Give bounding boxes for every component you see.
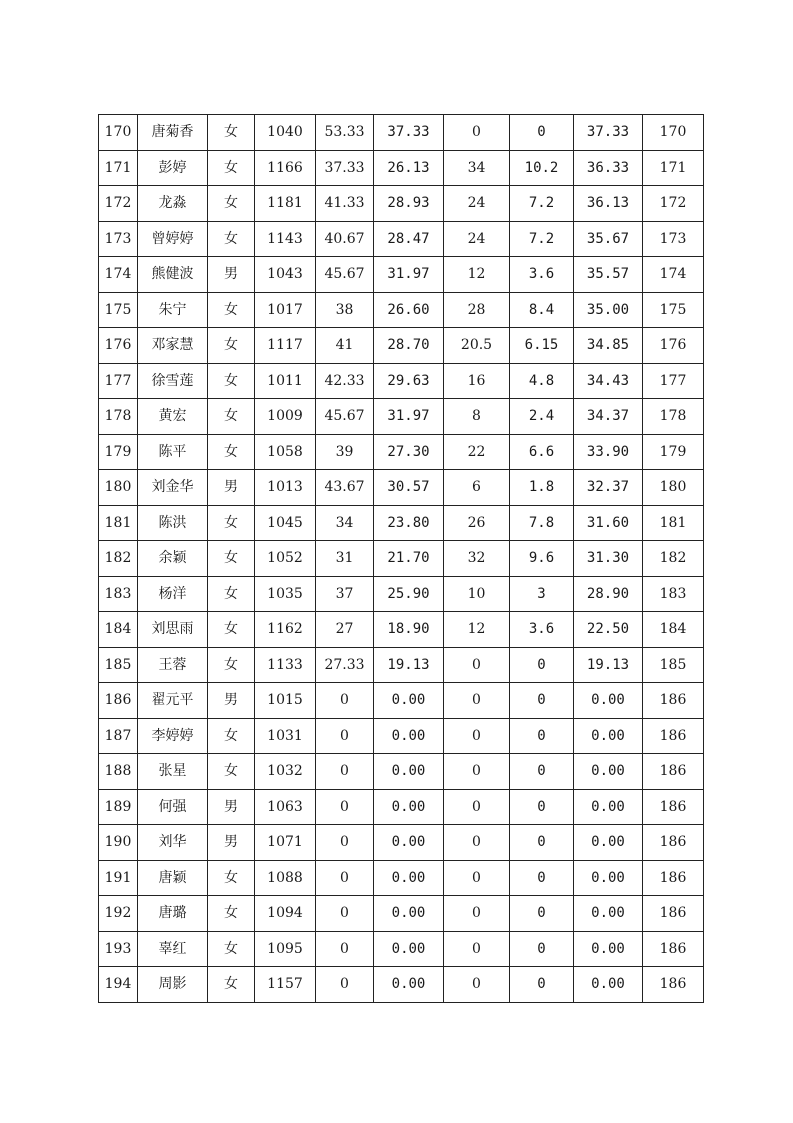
cell-total: 32.37	[574, 470, 643, 506]
cell-rank: 171	[643, 150, 704, 186]
cell-name: 翟元平	[138, 683, 208, 719]
cell-seq-no: 181	[99, 505, 138, 541]
table-row	[99, 825, 704, 861]
cell-weighted-2: 3	[510, 576, 574, 612]
cell-score-2: 10	[444, 576, 510, 612]
table-row	[99, 186, 704, 222]
cell-score-1: 0	[316, 718, 374, 754]
cell-total: 19.13	[574, 647, 643, 683]
cell-weighted-1: 28.70	[374, 328, 444, 364]
cell-weighted-1: 0.00	[374, 896, 444, 932]
table-row	[99, 328, 704, 364]
cell-score-1: 34	[316, 505, 374, 541]
cell-score-2: 0	[444, 789, 510, 825]
cell-seq-no: 179	[99, 434, 138, 470]
table-row	[99, 541, 704, 577]
cell-weighted-1: 0.00	[374, 931, 444, 967]
cell-rank: 186	[643, 789, 704, 825]
cell-weighted-1: 21.70	[374, 541, 444, 577]
cell-rank: 186	[643, 754, 704, 790]
cell-score-2: 0	[444, 860, 510, 896]
cell-name: 周影	[138, 967, 208, 1003]
cell-score-2: 6	[444, 470, 510, 506]
cell-weighted-1: 0.00	[374, 754, 444, 790]
cell-name: 邓家慧	[138, 328, 208, 364]
cell-score-1: 37.33	[316, 150, 374, 186]
cell-total: 28.90	[574, 576, 643, 612]
cell-exam-id: 1094	[255, 896, 316, 932]
cell-score-2: 24	[444, 221, 510, 257]
table-row	[99, 789, 704, 825]
table-row	[99, 967, 704, 1003]
cell-score-2: 0	[444, 931, 510, 967]
cell-seq-no: 178	[99, 399, 138, 435]
cell-name: 何强	[138, 789, 208, 825]
cell-score-1: 0	[316, 789, 374, 825]
cell-score-2: 26	[444, 505, 510, 541]
cell-exam-id: 1058	[255, 434, 316, 470]
cell-seq-no: 182	[99, 541, 138, 577]
cell-exam-id: 1088	[255, 860, 316, 896]
cell-name: 刘思雨	[138, 612, 208, 648]
cell-name: 朱宁	[138, 292, 208, 328]
cell-exam-id: 1013	[255, 470, 316, 506]
table-row	[99, 683, 704, 719]
cell-exam-id: 1015	[255, 683, 316, 719]
cell-exam-id: 1166	[255, 150, 316, 186]
cell-exam-id: 1143	[255, 221, 316, 257]
cell-gender: 女	[208, 931, 255, 967]
cell-name: 唐颖	[138, 860, 208, 896]
cell-gender: 男	[208, 825, 255, 861]
cell-weighted-1: 27.30	[374, 434, 444, 470]
cell-total: 34.37	[574, 399, 643, 435]
cell-weighted-1: 0.00	[374, 789, 444, 825]
cell-gender: 女	[208, 612, 255, 648]
cell-rank: 179	[643, 434, 704, 470]
cell-gender: 男	[208, 789, 255, 825]
cell-weighted-1: 26.60	[374, 292, 444, 328]
cell-name: 熊健波	[138, 257, 208, 293]
cell-weighted-2: 0	[510, 789, 574, 825]
cell-rank: 174	[643, 257, 704, 293]
cell-exam-id: 1017	[255, 292, 316, 328]
cell-total: 0.00	[574, 754, 643, 790]
cell-weighted-2: 7.2	[510, 186, 574, 222]
cell-name: 张星	[138, 754, 208, 790]
cell-gender: 女	[208, 363, 255, 399]
cell-weighted-2: 7.2	[510, 221, 574, 257]
cell-seq-no: 180	[99, 470, 138, 506]
cell-name: 唐菊香	[138, 115, 208, 151]
cell-weighted-1: 29.63	[374, 363, 444, 399]
cell-score-1: 0	[316, 896, 374, 932]
cell-name: 刘华	[138, 825, 208, 861]
cell-weighted-1: 23.80	[374, 505, 444, 541]
cell-exam-id: 1133	[255, 647, 316, 683]
cell-score-1: 0	[316, 967, 374, 1003]
cell-name: 余颖	[138, 541, 208, 577]
cell-gender: 女	[208, 150, 255, 186]
cell-gender: 女	[208, 647, 255, 683]
table-body	[99, 115, 704, 1003]
cell-exam-id: 1052	[255, 541, 316, 577]
cell-gender: 男	[208, 257, 255, 293]
cell-exam-id: 1071	[255, 825, 316, 861]
cell-total: 35.57	[574, 257, 643, 293]
cell-score-1: 39	[316, 434, 374, 470]
cell-score-1: 37	[316, 576, 374, 612]
cell-gender: 女	[208, 967, 255, 1003]
table-row	[99, 754, 704, 790]
cell-weighted-1: 37.33	[374, 115, 444, 151]
cell-name: 辜红	[138, 931, 208, 967]
cell-weighted-1: 31.97	[374, 257, 444, 293]
cell-score-1: 31	[316, 541, 374, 577]
cell-weighted-2: 6.15	[510, 328, 574, 364]
cell-score-1: 38	[316, 292, 374, 328]
cell-total: 0.00	[574, 718, 643, 754]
cell-total: 36.13	[574, 186, 643, 222]
cell-total: 35.00	[574, 292, 643, 328]
cell-seq-no: 170	[99, 115, 138, 151]
cell-weighted-2: 0	[510, 896, 574, 932]
cell-score-2: 22	[444, 434, 510, 470]
cell-rank: 182	[643, 541, 704, 577]
cell-weighted-1: 25.90	[374, 576, 444, 612]
cell-rank: 186	[643, 718, 704, 754]
cell-weighted-1: 28.47	[374, 221, 444, 257]
cell-rank: 181	[643, 505, 704, 541]
cell-seq-no: 193	[99, 931, 138, 967]
cell-score-2: 0	[444, 647, 510, 683]
cell-name: 唐璐	[138, 896, 208, 932]
cell-seq-no: 189	[99, 789, 138, 825]
cell-score-2: 16	[444, 363, 510, 399]
cell-gender: 女	[208, 505, 255, 541]
cell-gender: 女	[208, 434, 255, 470]
cell-exam-id: 1040	[255, 115, 316, 151]
table-row	[99, 576, 704, 612]
cell-weighted-2: 2.4	[510, 399, 574, 435]
cell-total: 0.00	[574, 896, 643, 932]
table-row	[99, 896, 704, 932]
cell-total: 33.90	[574, 434, 643, 470]
cell-score-1: 40.67	[316, 221, 374, 257]
cell-score-2: 0	[444, 115, 510, 151]
cell-score-1: 0	[316, 754, 374, 790]
cell-score-1: 42.33	[316, 363, 374, 399]
cell-score-1: 0	[316, 860, 374, 896]
cell-rank: 186	[643, 860, 704, 896]
cell-score-1: 0	[316, 683, 374, 719]
cell-total: 0.00	[574, 967, 643, 1003]
cell-name: 曾婷婷	[138, 221, 208, 257]
cell-total: 36.33	[574, 150, 643, 186]
cell-exam-id: 1032	[255, 754, 316, 790]
cell-score-1: 53.33	[316, 115, 374, 151]
cell-score-2: 12	[444, 612, 510, 648]
cell-exam-id: 1009	[255, 399, 316, 435]
cell-gender: 女	[208, 754, 255, 790]
table-row	[99, 399, 704, 435]
cell-weighted-1: 31.97	[374, 399, 444, 435]
cell-seq-no: 192	[99, 896, 138, 932]
cell-rank: 177	[643, 363, 704, 399]
table-row	[99, 718, 704, 754]
cell-rank: 185	[643, 647, 704, 683]
cell-weighted-1: 0.00	[374, 967, 444, 1003]
cell-seq-no: 190	[99, 825, 138, 861]
cell-seq-no: 172	[99, 186, 138, 222]
cell-seq-no: 187	[99, 718, 138, 754]
cell-weighted-1: 0.00	[374, 718, 444, 754]
cell-exam-id: 1045	[255, 505, 316, 541]
cell-score-2: 32	[444, 541, 510, 577]
cell-weighted-1: 26.13	[374, 150, 444, 186]
cell-gender: 女	[208, 292, 255, 328]
cell-score-2: 0	[444, 967, 510, 1003]
cell-total: 0.00	[574, 931, 643, 967]
cell-total: 0.00	[574, 789, 643, 825]
cell-gender: 女	[208, 399, 255, 435]
cell-rank: 173	[643, 221, 704, 257]
cell-weighted-2: 4.8	[510, 363, 574, 399]
cell-total: 34.43	[574, 363, 643, 399]
cell-seq-no: 186	[99, 683, 138, 719]
cell-rank: 178	[643, 399, 704, 435]
cell-rank: 184	[643, 612, 704, 648]
cell-exam-id: 1063	[255, 789, 316, 825]
table-row	[99, 470, 704, 506]
cell-score-1: 0	[316, 931, 374, 967]
cell-total: 31.60	[574, 505, 643, 541]
cell-seq-no: 184	[99, 612, 138, 648]
table-row	[99, 647, 704, 683]
cell-score-1: 27	[316, 612, 374, 648]
cell-score-1: 45.67	[316, 399, 374, 435]
cell-weighted-1: 28.93	[374, 186, 444, 222]
cell-score-1: 41	[316, 328, 374, 364]
cell-seq-no: 176	[99, 328, 138, 364]
cell-seq-no: 175	[99, 292, 138, 328]
cell-weighted-2: 6.6	[510, 434, 574, 470]
table-row	[99, 434, 704, 470]
cell-weighted-2: 10.2	[510, 150, 574, 186]
table-row	[99, 292, 704, 328]
cell-exam-id: 1162	[255, 612, 316, 648]
cell-gender: 女	[208, 221, 255, 257]
cell-name: 黄宏	[138, 399, 208, 435]
cell-exam-id: 1181	[255, 186, 316, 222]
cell-weighted-2: 0	[510, 647, 574, 683]
cell-total: 0.00	[574, 825, 643, 861]
table-row	[99, 150, 704, 186]
cell-exam-id: 1117	[255, 328, 316, 364]
cell-weighted-2: 7.8	[510, 505, 574, 541]
cell-name: 陈洪	[138, 505, 208, 541]
cell-gender: 女	[208, 328, 255, 364]
cell-name: 徐雪莲	[138, 363, 208, 399]
cell-rank: 183	[643, 576, 704, 612]
cell-weighted-2: 0	[510, 860, 574, 896]
table-row	[99, 860, 704, 896]
cell-rank: 186	[643, 896, 704, 932]
cell-weighted-2: 1.8	[510, 470, 574, 506]
cell-score-2: 0	[444, 754, 510, 790]
cell-gender: 女	[208, 186, 255, 222]
cell-exam-id: 1157	[255, 967, 316, 1003]
cell-gender: 女	[208, 541, 255, 577]
cell-score-2: 12	[444, 257, 510, 293]
table-row	[99, 612, 704, 648]
table-row	[99, 257, 704, 293]
cell-total: 34.85	[574, 328, 643, 364]
score-table	[98, 114, 704, 1003]
cell-seq-no: 171	[99, 150, 138, 186]
cell-score-2: 34	[444, 150, 510, 186]
cell-weighted-2: 0	[510, 683, 574, 719]
cell-rank: 186	[643, 931, 704, 967]
cell-score-2: 20.5	[444, 328, 510, 364]
cell-total: 22.50	[574, 612, 643, 648]
cell-total: 0.00	[574, 683, 643, 719]
cell-gender: 女	[208, 896, 255, 932]
cell-gender: 女	[208, 860, 255, 896]
cell-weighted-2: 3.6	[510, 612, 574, 648]
cell-seq-no: 185	[99, 647, 138, 683]
cell-weighted-1: 19.13	[374, 647, 444, 683]
cell-score-2: 28	[444, 292, 510, 328]
cell-seq-no: 174	[99, 257, 138, 293]
cell-weighted-1: 0.00	[374, 825, 444, 861]
cell-total: 31.30	[574, 541, 643, 577]
cell-total: 37.33	[574, 115, 643, 151]
cell-score-1: 43.67	[316, 470, 374, 506]
cell-rank: 176	[643, 328, 704, 364]
table-row	[99, 931, 704, 967]
cell-gender: 女	[208, 115, 255, 151]
cell-score-1: 41.33	[316, 186, 374, 222]
cell-name: 龙淼	[138, 186, 208, 222]
cell-weighted-2: 0	[510, 967, 574, 1003]
cell-seq-no: 173	[99, 221, 138, 257]
cell-weighted-2: 0	[510, 754, 574, 790]
cell-gender: 女	[208, 718, 255, 754]
cell-weighted-2: 0	[510, 718, 574, 754]
cell-seq-no: 177	[99, 363, 138, 399]
cell-score-2: 8	[444, 399, 510, 435]
cell-total: 0.00	[574, 860, 643, 896]
cell-rank: 170	[643, 115, 704, 151]
cell-seq-no: 188	[99, 754, 138, 790]
cell-score-2: 24	[444, 186, 510, 222]
cell-gender: 男	[208, 683, 255, 719]
cell-weighted-1: 0.00	[374, 860, 444, 896]
cell-weighted-2: 0	[510, 115, 574, 151]
cell-total: 35.67	[574, 221, 643, 257]
cell-name: 杨洋	[138, 576, 208, 612]
cell-rank: 175	[643, 292, 704, 328]
cell-score-2: 0	[444, 718, 510, 754]
cell-seq-no: 194	[99, 967, 138, 1003]
table-row	[99, 221, 704, 257]
cell-name: 刘金华	[138, 470, 208, 506]
cell-weighted-2: 0	[510, 825, 574, 861]
cell-exam-id: 1031	[255, 718, 316, 754]
table-row	[99, 505, 704, 541]
cell-exam-id: 1043	[255, 257, 316, 293]
cell-weighted-1: 18.90	[374, 612, 444, 648]
table-row	[99, 115, 704, 151]
cell-score-2: 0	[444, 896, 510, 932]
cell-name: 彭婷	[138, 150, 208, 186]
cell-weighted-1: 0.00	[374, 683, 444, 719]
cell-gender: 男	[208, 470, 255, 506]
cell-weighted-2: 8.4	[510, 292, 574, 328]
cell-name: 王蓉	[138, 647, 208, 683]
cell-rank: 180	[643, 470, 704, 506]
cell-exam-id: 1011	[255, 363, 316, 399]
cell-exam-id: 1095	[255, 931, 316, 967]
cell-score-2: 0	[444, 825, 510, 861]
cell-weighted-1: 30.57	[374, 470, 444, 506]
cell-score-1: 45.67	[316, 257, 374, 293]
cell-rank: 186	[643, 967, 704, 1003]
cell-score-2: 0	[444, 683, 510, 719]
cell-score-1: 27.33	[316, 647, 374, 683]
cell-seq-no: 191	[99, 860, 138, 896]
cell-weighted-2: 9.6	[510, 541, 574, 577]
cell-rank: 186	[643, 683, 704, 719]
cell-rank: 172	[643, 186, 704, 222]
cell-exam-id: 1035	[255, 576, 316, 612]
cell-score-1: 0	[316, 825, 374, 861]
cell-weighted-2: 0	[510, 931, 574, 967]
cell-weighted-2: 3.6	[510, 257, 574, 293]
cell-name: 李婷婷	[138, 718, 208, 754]
cell-seq-no: 183	[99, 576, 138, 612]
cell-rank: 186	[643, 825, 704, 861]
cell-gender: 女	[208, 576, 255, 612]
table-row	[99, 363, 704, 399]
cell-name: 陈平	[138, 434, 208, 470]
